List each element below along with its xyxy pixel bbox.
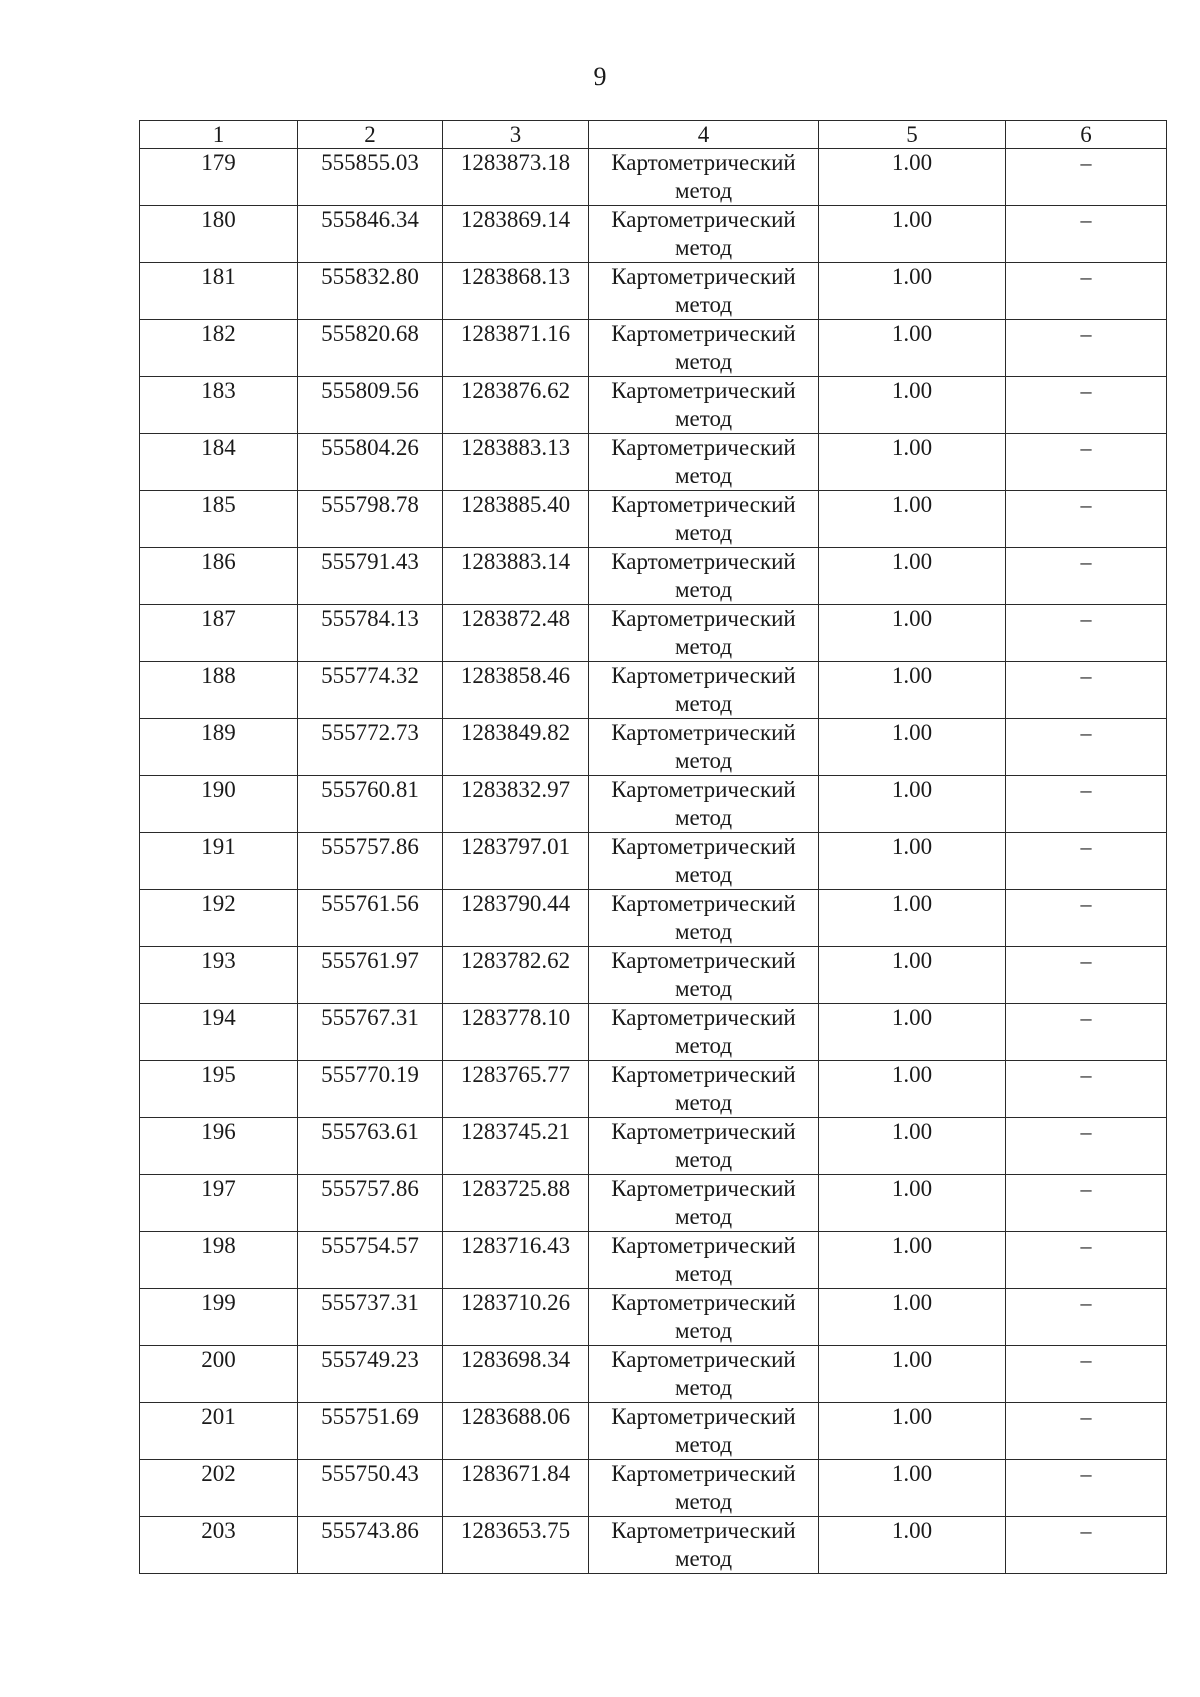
point-number-cell: 186 [140, 548, 298, 605]
coord-y-cell: 1283778.10 [443, 1004, 589, 1061]
coord-x-cell: 555750.43 [298, 1460, 443, 1517]
coord-y-cell: 1283782.62 [443, 947, 589, 1004]
note-cell: – [1006, 434, 1167, 491]
method-line-2: метод [674, 1261, 733, 1286]
method-line-1: Картометрический [611, 1518, 796, 1543]
method-cell [589, 1460, 819, 1517]
point-number-cell: 196 [140, 1118, 298, 1175]
header-cell-1: 1 [140, 121, 298, 149]
method-line-1: Картометрический [611, 720, 796, 745]
accuracy-cell: 1.00 [819, 1232, 1006, 1289]
method-line-2: метод [674, 919, 733, 944]
method-cell [589, 206, 819, 263]
coord-y-cell: 1283873.18 [443, 149, 589, 206]
method-line-1: Картометрический [611, 207, 796, 232]
point-number-cell: 181 [140, 263, 298, 320]
table-row [140, 890, 1167, 947]
method-line-2: метод [674, 1489, 733, 1514]
method-line-2: метод [674, 1375, 733, 1400]
method-cell [589, 434, 819, 491]
method-line-2: метод [674, 463, 733, 488]
method-line-1: Картометрический [611, 435, 796, 460]
coord-x-cell: 555743.86 [298, 1517, 443, 1574]
method-line-2: метод [674, 862, 733, 887]
method-line-2: метод [674, 1147, 733, 1172]
accuracy-cell: 1.00 [819, 1517, 1006, 1574]
method-cell [589, 833, 819, 890]
method-cell [589, 320, 819, 377]
note-cell: – [1006, 662, 1167, 719]
accuracy-cell: 1.00 [819, 1460, 1006, 1517]
table-body [140, 149, 1167, 1574]
table-row [140, 833, 1167, 890]
method-line-2: метод [674, 1546, 733, 1571]
note-cell: – [1006, 776, 1167, 833]
method-line-1: Картометрический [611, 1176, 796, 1201]
accuracy-cell: 1.00 [819, 605, 1006, 662]
note-cell: – [1006, 1175, 1167, 1232]
table-row [140, 776, 1167, 833]
method-line-2: метод [674, 577, 733, 602]
coord-y-cell: 1283868.13 [443, 263, 589, 320]
header-row [140, 121, 1167, 149]
coord-y-cell: 1283790.44 [443, 890, 589, 947]
note-cell: – [1006, 548, 1167, 605]
method-cell [589, 1118, 819, 1175]
accuracy-cell: 1.00 [819, 719, 1006, 776]
method-line-1: Картометрический [611, 264, 796, 289]
accuracy-cell: 1.00 [819, 491, 1006, 548]
coord-y-cell: 1283883.14 [443, 548, 589, 605]
note-cell: – [1006, 833, 1167, 890]
table-row [140, 434, 1167, 491]
table-row [140, 206, 1167, 263]
method-cell [589, 1004, 819, 1061]
method-cell [589, 1175, 819, 1232]
coord-x-cell: 555846.34 [298, 206, 443, 263]
method-cell [589, 890, 819, 947]
point-number-cell: 203 [140, 1517, 298, 1574]
method-line-2: метод [674, 691, 733, 716]
coord-x-cell: 555767.31 [298, 1004, 443, 1061]
method-line-1: Картометрический [611, 891, 796, 916]
coord-x-cell: 555761.56 [298, 890, 443, 947]
coord-y-cell: 1283688.06 [443, 1403, 589, 1460]
coordinates-table [139, 120, 1167, 1574]
table-row [140, 1460, 1167, 1517]
method-line-2: метод [674, 1090, 733, 1115]
coord-y-cell: 1283653.75 [443, 1517, 589, 1574]
point-number-cell: 197 [140, 1175, 298, 1232]
note-cell: – [1006, 719, 1167, 776]
coord-x-cell: 555770.19 [298, 1061, 443, 1118]
method-line-2: метод [674, 1318, 733, 1343]
table-row [140, 1061, 1167, 1118]
coord-x-cell: 555855.03 [298, 149, 443, 206]
coord-x-cell: 555774.32 [298, 662, 443, 719]
note-cell: – [1006, 206, 1167, 263]
method-line-1: Картометрический [611, 1404, 796, 1429]
note-cell: – [1006, 1232, 1167, 1289]
table-row [140, 1289, 1167, 1346]
coord-y-cell: 1283876.62 [443, 377, 589, 434]
point-number-cell: 202 [140, 1460, 298, 1517]
accuracy-cell: 1.00 [819, 1004, 1006, 1061]
method-line-2: метод [674, 1432, 733, 1457]
coord-y-cell: 1283797.01 [443, 833, 589, 890]
table-row [140, 719, 1167, 776]
method-line-1: Картометрический [611, 1119, 796, 1144]
accuracy-cell: 1.00 [819, 776, 1006, 833]
table-row [140, 1004, 1167, 1061]
method-cell [589, 1403, 819, 1460]
coord-x-cell: 555809.56 [298, 377, 443, 434]
note-cell: – [1006, 890, 1167, 947]
coord-y-cell: 1283716.43 [443, 1232, 589, 1289]
coord-x-cell: 555804.26 [298, 434, 443, 491]
coord-y-cell: 1283671.84 [443, 1460, 589, 1517]
note-cell: – [1006, 149, 1167, 206]
method-cell [589, 149, 819, 206]
coord-x-cell: 555737.31 [298, 1289, 443, 1346]
method-line-1: Картометрический [611, 1461, 796, 1486]
method-line-2: метод [674, 1033, 733, 1058]
accuracy-cell: 1.00 [819, 548, 1006, 605]
coord-y-cell: 1283858.46 [443, 662, 589, 719]
method-line-2: метод [674, 406, 733, 431]
point-number-cell: 183 [140, 377, 298, 434]
point-number-cell: 189 [140, 719, 298, 776]
method-line-1: Картометрический [611, 1062, 796, 1087]
header-cell-4: 4 [589, 121, 819, 149]
table-row [140, 149, 1167, 206]
method-line-1: Картометрический [611, 777, 796, 802]
note-cell: – [1006, 605, 1167, 662]
method-line-1: Картометрический [611, 663, 796, 688]
method-line-1: Картометрический [611, 606, 796, 631]
method-cell [589, 377, 819, 434]
table-row [140, 1517, 1167, 1574]
accuracy-cell: 1.00 [819, 1289, 1006, 1346]
coord-x-cell: 555749.23 [298, 1346, 443, 1403]
table-row [140, 1118, 1167, 1175]
header-cell-6: 6 [1006, 121, 1167, 149]
accuracy-cell: 1.00 [819, 1403, 1006, 1460]
point-number-cell: 194 [140, 1004, 298, 1061]
method-cell [589, 1232, 819, 1289]
accuracy-cell: 1.00 [819, 833, 1006, 890]
note-cell: – [1006, 1118, 1167, 1175]
method-line-1: Картометрический [611, 378, 796, 403]
coord-x-cell: 555798.78 [298, 491, 443, 548]
point-number-cell: 185 [140, 491, 298, 548]
method-cell [589, 662, 819, 719]
method-line-1: Картометрический [611, 549, 796, 574]
coord-x-cell: 555791.43 [298, 548, 443, 605]
accuracy-cell: 1.00 [819, 947, 1006, 1004]
table-row [140, 491, 1167, 548]
point-number-cell: 198 [140, 1232, 298, 1289]
table-row [140, 263, 1167, 320]
coord-x-cell: 555751.69 [298, 1403, 443, 1460]
header-cell-2: 2 [298, 121, 443, 149]
method-line-1: Картометрический [611, 948, 796, 973]
method-line-1: Картометрический [611, 1290, 796, 1315]
method-line-2: метод [674, 976, 733, 1001]
method-line-2: метод [674, 520, 733, 545]
table-row [140, 947, 1167, 1004]
accuracy-cell: 1.00 [819, 377, 1006, 434]
coord-x-cell: 555832.80 [298, 263, 443, 320]
point-number-cell: 182 [140, 320, 298, 377]
table-row [140, 548, 1167, 605]
coord-y-cell: 1283883.13 [443, 434, 589, 491]
accuracy-cell: 1.00 [819, 1175, 1006, 1232]
method-cell [589, 263, 819, 320]
table-row [140, 1346, 1167, 1403]
table-row [140, 377, 1167, 434]
accuracy-cell: 1.00 [819, 263, 1006, 320]
point-number-cell: 201 [140, 1403, 298, 1460]
method-line-2: метод [674, 805, 733, 830]
accuracy-cell: 1.00 [819, 890, 1006, 947]
note-cell: – [1006, 377, 1167, 434]
coord-y-cell: 1283832.97 [443, 776, 589, 833]
method-cell [589, 1517, 819, 1574]
coord-y-cell: 1283725.88 [443, 1175, 589, 1232]
method-line-2: метод [674, 178, 733, 203]
method-line-1: Картометрический [611, 492, 796, 517]
note-cell: – [1006, 491, 1167, 548]
method-line-2: метод [674, 1204, 733, 1229]
point-number-cell: 190 [140, 776, 298, 833]
method-cell [589, 1061, 819, 1118]
method-line-1: Картометрический [611, 321, 796, 346]
point-number-cell: 200 [140, 1346, 298, 1403]
coord-y-cell: 1283765.77 [443, 1061, 589, 1118]
method-line-2: метод [674, 349, 733, 374]
note-cell: – [1006, 947, 1167, 1004]
coord-x-cell: 555784.13 [298, 605, 443, 662]
table-row [140, 320, 1167, 377]
table-row [140, 1232, 1167, 1289]
method-cell [589, 1346, 819, 1403]
table-row [140, 605, 1167, 662]
table-row [140, 662, 1167, 719]
note-cell: – [1006, 1346, 1167, 1403]
note-cell: – [1006, 1403, 1167, 1460]
method-cell [589, 947, 819, 1004]
coord-y-cell: 1283885.40 [443, 491, 589, 548]
point-number-cell: 199 [140, 1289, 298, 1346]
point-number-cell: 184 [140, 434, 298, 491]
point-number-cell: 191 [140, 833, 298, 890]
table-row [140, 1175, 1167, 1232]
coord-y-cell: 1283698.34 [443, 1346, 589, 1403]
method-cell [589, 605, 819, 662]
point-number-cell: 187 [140, 605, 298, 662]
method-cell [589, 719, 819, 776]
coord-x-cell: 555772.73 [298, 719, 443, 776]
method-cell [589, 491, 819, 548]
method-line-1: Картометрический [611, 1233, 796, 1258]
coord-y-cell: 1283871.16 [443, 320, 589, 377]
method-line-1: Картометрический [611, 834, 796, 859]
accuracy-cell: 1.00 [819, 149, 1006, 206]
coord-x-cell: 555820.68 [298, 320, 443, 377]
coord-x-cell: 555754.57 [298, 1232, 443, 1289]
note-cell: – [1006, 320, 1167, 377]
coord-y-cell: 1283869.14 [443, 206, 589, 263]
coord-y-cell: 1283849.82 [443, 719, 589, 776]
point-number-cell: 180 [140, 206, 298, 263]
method-line-2: метод [674, 292, 733, 317]
note-cell: – [1006, 1289, 1167, 1346]
note-cell: – [1006, 1517, 1167, 1574]
coord-y-cell: 1283745.21 [443, 1118, 589, 1175]
accuracy-cell: 1.00 [819, 320, 1006, 377]
accuracy-cell: 1.00 [819, 206, 1006, 263]
coord-x-cell: 555761.97 [298, 947, 443, 1004]
method-line-2: метод [674, 235, 733, 260]
accuracy-cell: 1.00 [819, 1061, 1006, 1118]
coord-x-cell: 555757.86 [298, 833, 443, 890]
method-line-1: Картометрический [611, 1005, 796, 1030]
point-number-cell: 193 [140, 947, 298, 1004]
method-line-1: Картометрический [611, 1347, 796, 1372]
header-cell-3: 3 [443, 121, 589, 149]
header-cell-5: 5 [819, 121, 1006, 149]
accuracy-cell: 1.00 [819, 434, 1006, 491]
point-number-cell: 195 [140, 1061, 298, 1118]
page-number: 9 [593, 62, 607, 91]
method-cell [589, 776, 819, 833]
table-header [140, 121, 1167, 149]
accuracy-cell: 1.00 [819, 1118, 1006, 1175]
method-cell [589, 548, 819, 605]
method-line-2: метод [674, 748, 733, 773]
method-line-2: метод [674, 634, 733, 659]
method-line-1: Картометрический [611, 150, 796, 175]
accuracy-cell: 1.00 [819, 1346, 1006, 1403]
note-cell: – [1006, 1061, 1167, 1118]
accuracy-cell: 1.00 [819, 662, 1006, 719]
note-cell: – [1006, 1460, 1167, 1517]
method-cell [589, 1289, 819, 1346]
coord-x-cell: 555757.86 [298, 1175, 443, 1232]
point-number-cell: 188 [140, 662, 298, 719]
coord-x-cell: 555763.61 [298, 1118, 443, 1175]
coord-x-cell: 555760.81 [298, 776, 443, 833]
coord-y-cell: 1283710.26 [443, 1289, 589, 1346]
note-cell: – [1006, 1004, 1167, 1061]
point-number-cell: 179 [140, 149, 298, 206]
coord-y-cell: 1283872.48 [443, 605, 589, 662]
note-cell: – [1006, 263, 1167, 320]
point-number-cell: 192 [140, 890, 298, 947]
table-row [140, 1403, 1167, 1460]
